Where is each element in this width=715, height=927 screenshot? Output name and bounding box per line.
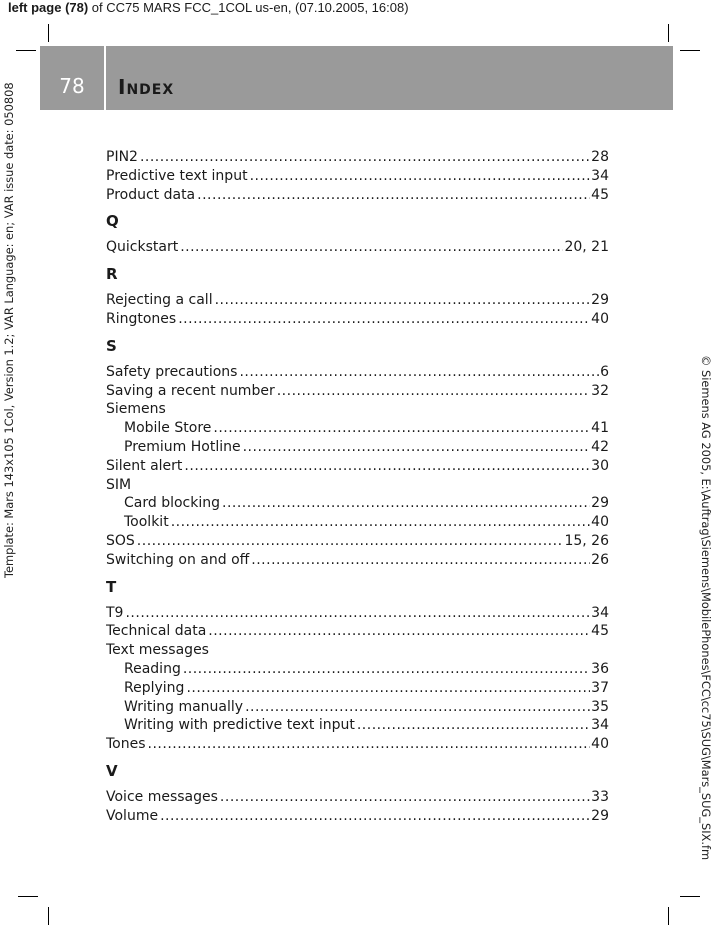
- crop-mark: [668, 907, 669, 925]
- index-entry-group: SIM: [106, 476, 132, 493]
- index-entry: [106, 186, 609, 205]
- entry-term: Reading: [124, 660, 181, 677]
- index-entry: [106, 457, 609, 476]
- entry-pages: 20, 21: [564, 239, 609, 256]
- leader-dots: [251, 551, 590, 570]
- entry-term: Writing manually: [124, 698, 244, 715]
- entry-term: Tones: [106, 736, 146, 753]
- leader-dots: [140, 148, 590, 167]
- leader-dots: [180, 238, 563, 257]
- leader-dots: [245, 698, 590, 717]
- entry-term: Switching on and off: [106, 551, 250, 568]
- print-info-header: [8, 0, 409, 16]
- leader-dots: [137, 532, 564, 551]
- leader-dots: [183, 660, 590, 679]
- entry-pages: 34: [591, 604, 609, 621]
- index-entry: [106, 735, 609, 754]
- index-entry-group: Siemens: [106, 401, 166, 418]
- index-entry: [106, 167, 609, 186]
- entry-pages: 34: [591, 717, 609, 734]
- entry-pages: 36: [591, 660, 609, 677]
- crop-mark: [48, 24, 49, 42]
- entry-pages: 42: [591, 438, 609, 455]
- entry-pages: 15, 26: [564, 532, 609, 549]
- leader-dots: [160, 807, 590, 826]
- entry-pages: 29: [591, 292, 609, 309]
- entry-term: Technical data: [106, 623, 207, 640]
- index-entry: [106, 622, 609, 641]
- entry-term: Rejecting a call: [106, 292, 213, 309]
- leader-dots: [215, 291, 591, 310]
- entry-term: Voice messages: [106, 788, 218, 805]
- entry-pages: 30: [591, 457, 609, 474]
- leader-dots: [250, 167, 591, 186]
- entry-term: T9: [106, 604, 124, 621]
- index-entry: [106, 788, 609, 807]
- entry-term: Volume: [106, 807, 159, 824]
- leader-dots: [148, 735, 591, 754]
- section-letter-t: T: [106, 577, 117, 596]
- entry-term: Quickstart: [106, 239, 179, 256]
- crop-mark: [680, 50, 700, 51]
- entry-pages: 40: [591, 514, 609, 531]
- entry-pages: 32: [591, 382, 609, 399]
- index-entry: [106, 363, 609, 382]
- entry-term: Safety precautions: [106, 363, 238, 380]
- crop-mark: [680, 896, 700, 897]
- entry-pages: 45: [591, 623, 609, 640]
- entry-pages: 29: [591, 807, 609, 824]
- entry-term: PIN2: [106, 149, 138, 165]
- index-entry: [106, 604, 609, 623]
- leader-dots: [239, 363, 599, 382]
- index-subentry: [106, 419, 609, 438]
- entry-term: Silent alert: [106, 457, 183, 474]
- entry-term: Predictive text input: [106, 167, 248, 184]
- index-subentry: [106, 513, 609, 532]
- entry-term: Writing with predictive text input: [124, 717, 355, 734]
- print-info-details: of CC75 MARS FCC_1COL us-en, (07.10.2005, 16:08): [88, 0, 409, 15]
- entry-term: Saving a recent number: [106, 382, 275, 399]
- entry-term: SOS: [106, 532, 135, 549]
- leader-dots: [171, 513, 590, 532]
- section-letter-q: Q: [106, 212, 119, 231]
- section-letter-s: S: [106, 336, 117, 355]
- page-title: Index: [118, 75, 175, 99]
- entry-pages: 45: [591, 186, 609, 203]
- leader-dots: [197, 186, 590, 205]
- index-entry: [106, 551, 609, 570]
- entry-pages: 29: [591, 495, 609, 512]
- entry-pages: 34: [591, 167, 609, 184]
- entry-pages: 6: [600, 363, 609, 380]
- crop-mark: [18, 896, 38, 897]
- entry-pages: 33: [591, 788, 609, 805]
- leader-dots: [184, 457, 590, 476]
- index-subentry: [106, 438, 609, 457]
- index-list: [106, 148, 609, 826]
- section-letter-r: R: [106, 265, 118, 284]
- index-subentry: [106, 716, 609, 735]
- entry-pages: 37: [591, 679, 609, 696]
- index-subentry: [106, 679, 609, 698]
- index-subentry: [106, 494, 609, 513]
- entry-pages: 40: [591, 736, 609, 753]
- page-number: 78: [40, 46, 104, 110]
- leader-dots: [243, 438, 591, 457]
- entry-pages: 40: [591, 310, 609, 327]
- leader-dots: [178, 310, 590, 329]
- leader-dots: [357, 716, 590, 735]
- index-entry: [106, 532, 609, 551]
- leader-dots: [213, 419, 590, 438]
- index-entry: [106, 807, 609, 826]
- entry-term: Premium Hotline: [124, 438, 241, 455]
- header-divider: [104, 46, 106, 110]
- entry-pages: 26: [591, 551, 609, 568]
- index-subentry: [106, 660, 609, 679]
- leader-dots: [277, 382, 590, 401]
- leader-dots: [222, 494, 590, 513]
- template-info-vertical: Template: Mars 143x105 1Col, Version 1.2; VAR Language: en; VAR issue date: 050808: [2, 82, 16, 578]
- entry-pages: 28: [591, 149, 609, 165]
- index-entry: [106, 310, 609, 329]
- crop-mark: [16, 50, 36, 51]
- leader-dots: [125, 604, 590, 623]
- entry-term: Toolkit: [124, 514, 169, 531]
- entry-term: Product data: [106, 186, 196, 203]
- index-entry: [106, 291, 609, 310]
- entry-term: Card blocking: [124, 495, 220, 512]
- leader-dots: [208, 622, 590, 641]
- leader-dots: [220, 788, 590, 807]
- section-letter-v: V: [106, 761, 118, 780]
- copyright-path-vertical: © Siemens AG 2005, E:\Auftrag\Siemens\MobilePhones\FCC\cc75\SUG\Mars_SUG_SIX.fm: [699, 355, 713, 861]
- index-entry: [106, 238, 609, 257]
- index-entry: [106, 382, 609, 401]
- crop-mark: [48, 907, 49, 925]
- index-entry-group: Text messages: [106, 642, 209, 659]
- entry-term: Replying: [124, 679, 185, 696]
- index-entry: [106, 148, 609, 167]
- leader-dots: [186, 679, 590, 698]
- entry-term: Mobile Store: [124, 420, 212, 437]
- print-info-page: left page (78): [8, 0, 89, 15]
- entry-pages: 35: [591, 698, 609, 715]
- crop-mark: [668, 24, 669, 42]
- entry-pages: 41: [591, 420, 609, 437]
- index-subentry: [106, 698, 609, 717]
- entry-term: Ringtones: [106, 310, 177, 327]
